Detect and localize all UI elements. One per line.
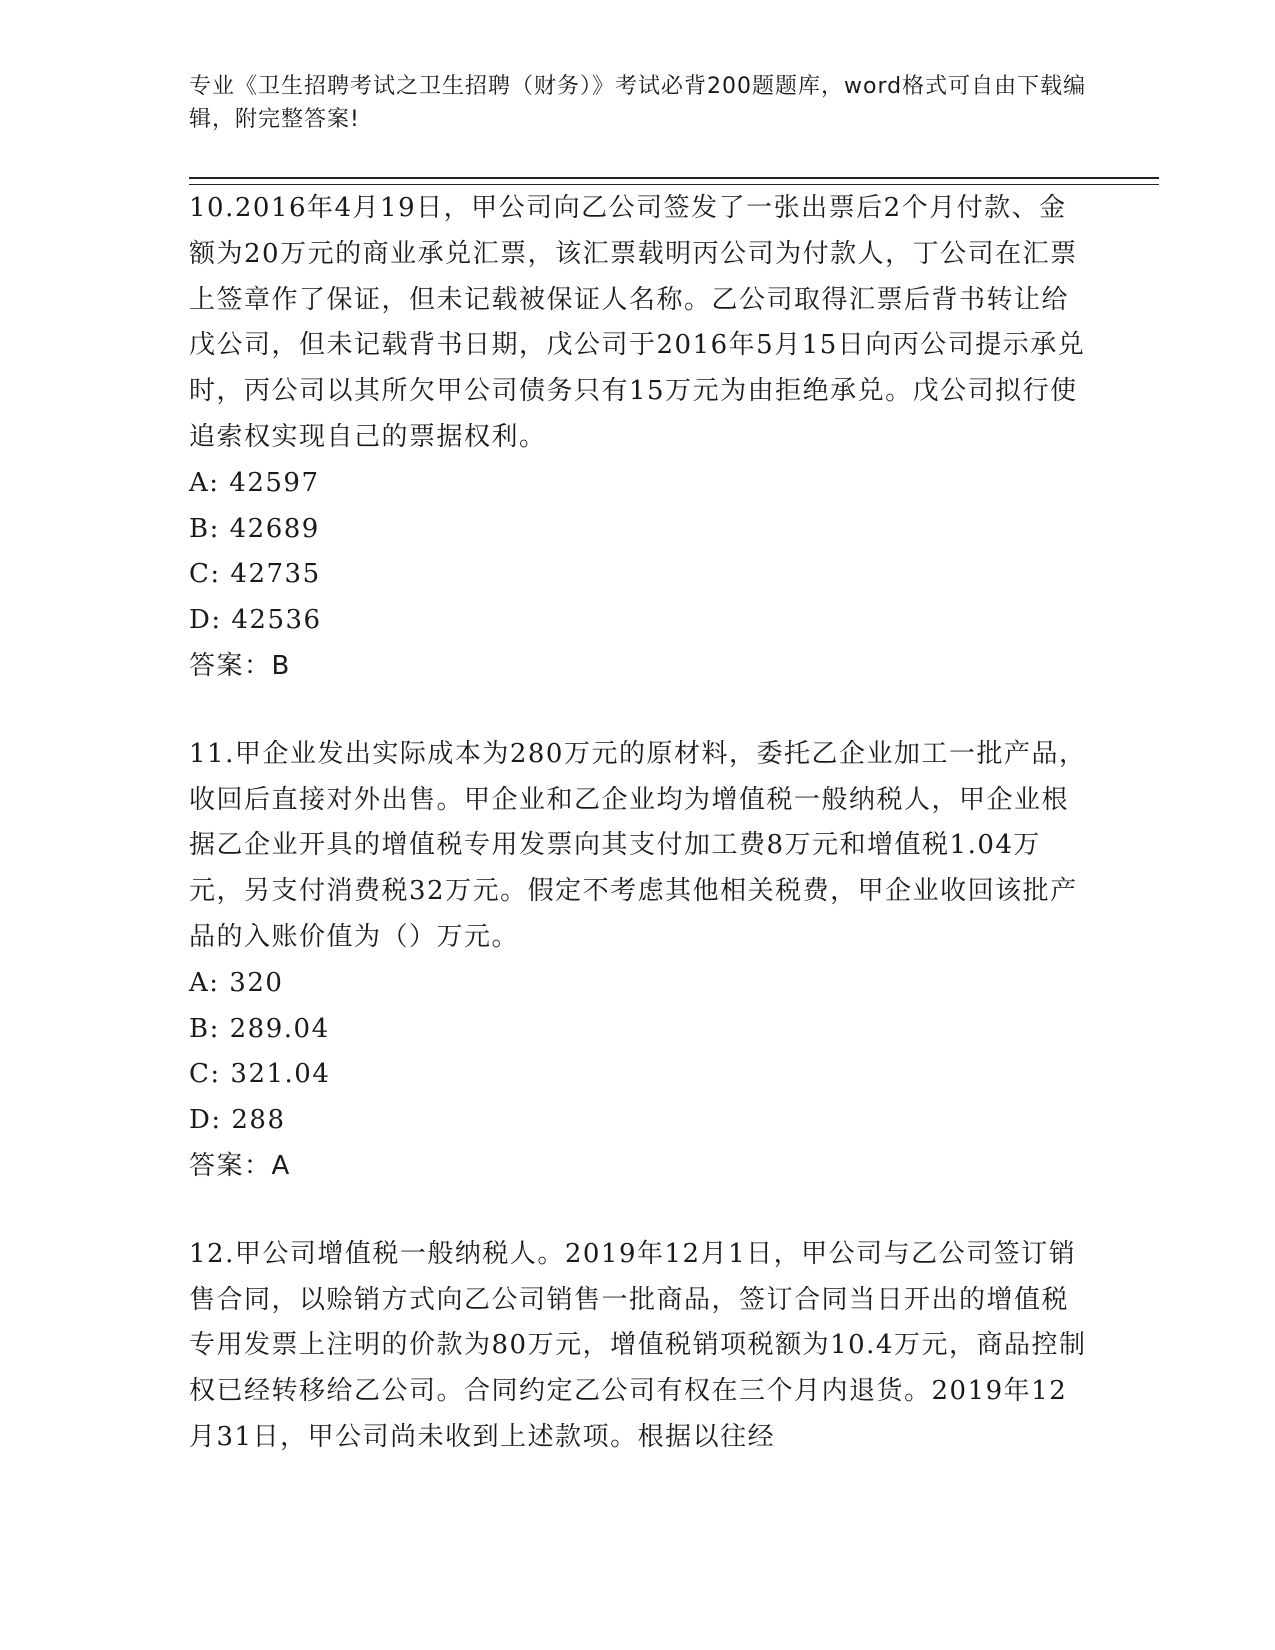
question-item [189, 186, 1089, 690]
option-d: D: 288 [189, 1105, 286, 1136]
header-title: 专业《卫生招聘考试之卫生招聘（财务）》考试必背200题题库，word格式可自由下载编辑，附完整答案! [189, 74, 1087, 132]
option-d: D: 42536 [189, 605, 322, 636]
header-divider-thin [189, 184, 1159, 185]
option-b: B: 289.04 [189, 1013, 330, 1044]
question-text: 11.甲企业发出实际成本为280万元的原材料，委托乙企业加工一批产品，收回后直接对外出售。甲企业和乙企业均为增值税一般纳税人，甲企业根据乙企业开具的增值税专用发票向其支付加工费8万元和增值税1.04万元，另支付消费税32万元。假定不考虑其他相关税费，甲企业收回该批产品的入账价值为（）万元。 [189, 738, 1087, 952]
answer-line: 答案：A [189, 1150, 291, 1181]
question-list [189, 186, 1089, 1461]
question-spacer [189, 1190, 1089, 1232]
header-divider-thick [189, 177, 1159, 179]
option-a: A: 320 [189, 967, 284, 998]
question-item [189, 1232, 1089, 1461]
document-header [189, 70, 1089, 136]
question-item [189, 732, 1089, 1190]
answer-line: 答案：B [189, 650, 291, 681]
question-spacer [189, 690, 1089, 732]
option-a: A: 42597 [189, 467, 320, 498]
option-b: B: 42689 [189, 513, 320, 544]
option-c: C: 321.04 [189, 1059, 331, 1090]
question-text: 12.甲公司增值税一般纳税人。2019年12月1日，甲公司与乙公司签订销售合同，以赊销方式向乙公司销售一批商品，签订合同当日开出的增值税专用发票上注明的价款为80万元，增值税销项税额为10.4万元，商品控制权已经转移给乙公司。合同约定乙公司有权在三个月内退货。2019年12月31日，甲公司尚未收到上述款项。根据以往经 [189, 1238, 1087, 1452]
option-c: C: 42735 [189, 559, 321, 590]
question-text: 10.2016年4月19日，甲公司向乙公司签发了一张出票后2个月付款、金额为20万元的商业承兑汇票，该汇票载明丙公司为付款人，丁公司在汇票上签章作了保证，但未记载被保证人名称。乙公司取得汇票后背书转让给戊公司，但未记载背书日期，戊公司于2016年5月15日向丙公司提示承兑时，丙公司以其所欠甲公司债务只有15万元为由拒绝承兑。戊公司拟行使追索权实现自己的票据权利。 [189, 193, 1086, 452]
